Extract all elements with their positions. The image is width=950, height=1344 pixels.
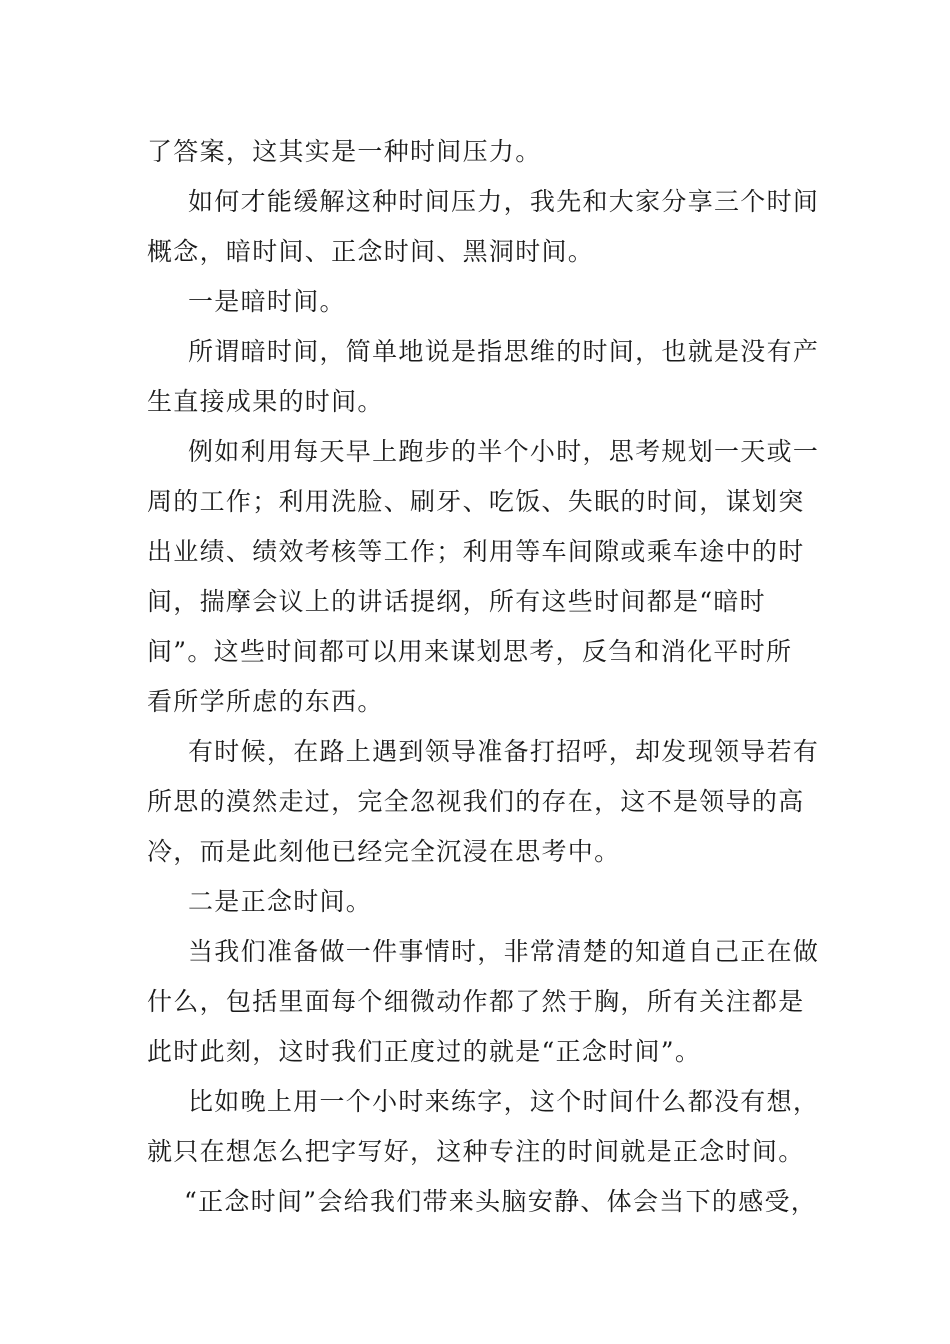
- text-line: 此时此刻，这时我们正度过的就是“正念时间”。: [147, 1037, 702, 1066]
- text-line: 生直接成果的时间。: [147, 387, 384, 416]
- text-line: “正念时间”会给我们带来头脑安静、体会当下的感受，: [184, 1187, 818, 1216]
- text-line: 间”。这些时间都可以用来谋划思考，反刍和消化平时所: [147, 637, 793, 666]
- text-line: 所谓暗时间，简单地说是指思维的时间，也就是没有产: [188, 337, 820, 366]
- text-line: 就只在想怎么把字写好，这种专注的时间就是正念时间。: [147, 1137, 805, 1166]
- text-line: 有时候，在路上遇到领导准备打招呼，却发现领导若有: [188, 737, 820, 766]
- text-line: 间，揣摩会议上的讲话提纲，所有这些时间都是“暗时: [147, 587, 766, 616]
- text-line: 冷，而是此刻他已经完全沉浸在思考中。: [147, 837, 621, 866]
- text-line: 周的工作；利用洗脸、刷牙、吃饭、失眠的时间，谋划突: [147, 487, 805, 516]
- text-line: 当我们准备做一件事情时，非常清楚的知道自己正在做: [188, 937, 820, 966]
- section-heading: 一是暗时间。: [188, 287, 346, 316]
- text-line: 所思的漠然走过，完全忽视我们的存在，这不是领导的高: [147, 787, 805, 816]
- text-line: 如何才能缓解这种时间压力，我先和大家分享三个时间: [188, 187, 820, 216]
- text-line: 出业绩、绩效考核等工作；利用等车间隙或乘车途中的时: [147, 537, 805, 566]
- text-line: 比如晚上用一个小时来练字，这个时间什么都没有想，: [188, 1087, 820, 1116]
- section-heading: 二是正念时间。: [188, 887, 373, 916]
- text-line: 了答案，这其实是一种时间压力。: [147, 137, 542, 166]
- text-line: 概念，暗时间、正念时间、黑洞时间。: [147, 237, 595, 266]
- text-line: 看所学所虑的东西。: [147, 687, 384, 716]
- text-line: 例如利用每天早上跑步的半个小时，思考规划一天或一: [188, 437, 820, 466]
- text-line: 什么，包括里面每个细微动作都了然于胸，所有关注都是: [147, 987, 805, 1016]
